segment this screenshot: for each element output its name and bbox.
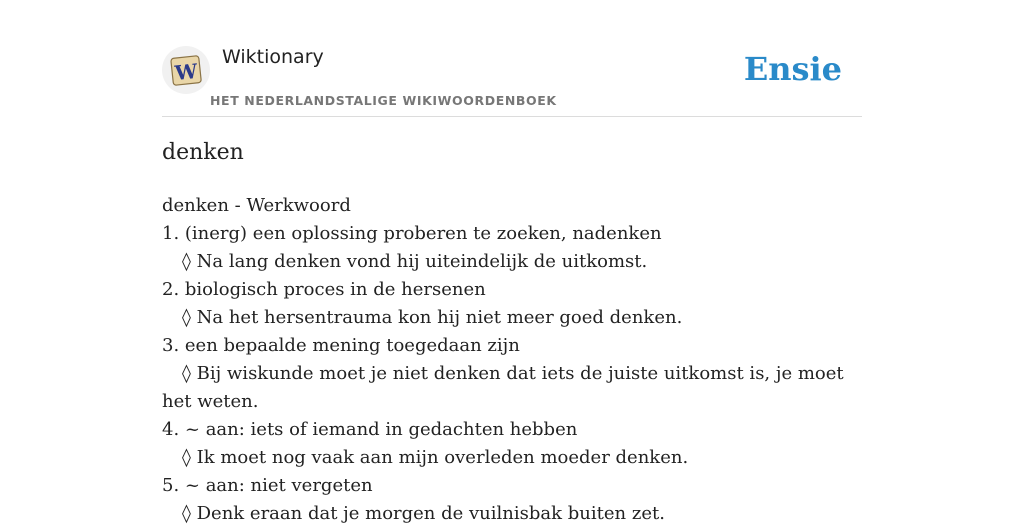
definition-1: 1. (inerg) een oplossing proberen te zoeken, nadenken [162, 223, 662, 244]
example-4: ◊ Ik moet nog vaak aan mijn overleden moeder denken. [182, 447, 689, 468]
example-1: ◊ Na lang denken vond hij uiteindelijk de uitkomst. [182, 251, 648, 272]
wiktionary-logo-icon[interactable] [162, 46, 210, 94]
wiktionary-tile-icon [166, 50, 206, 90]
ensie-brand-link[interactable]: Ensie [743, 50, 842, 88]
example-2: ◊ Na het hersentrauma kon hij niet meer goed denken. [182, 307, 683, 328]
part-of-speech-line: denken - Werkwoord [162, 195, 351, 216]
definition-2: 2. biologisch proces in de hersenen [162, 279, 486, 300]
example-5: ◊ Denk eraan dat je morgen de vuilnisbak buiten zet. [182, 503, 665, 524]
site-header [162, 0, 862, 117]
site-subtitle: HET NEDERLANDSTALIGE WIKIWOORDENBOEK [210, 93, 557, 108]
definition-3: 3. een bepaalde mening toegedaan zijn [162, 335, 520, 356]
entry-content [162, 192, 862, 528]
page [162, 0, 862, 524]
definition-4: 4. ~ aan: iets of iemand in gedachten hebben [162, 419, 578, 440]
example-3: ◊ Bij wiskunde moet je niet denken dat iets de juiste uitkomst is, je moet het weten. [162, 363, 844, 412]
logo-letter: W [173, 58, 199, 86]
definition-5: 5. ~ aan: niet vergeten [162, 475, 373, 496]
site-title[interactable]: Wiktionary [222, 46, 324, 68]
page-title: denken [162, 140, 244, 165]
